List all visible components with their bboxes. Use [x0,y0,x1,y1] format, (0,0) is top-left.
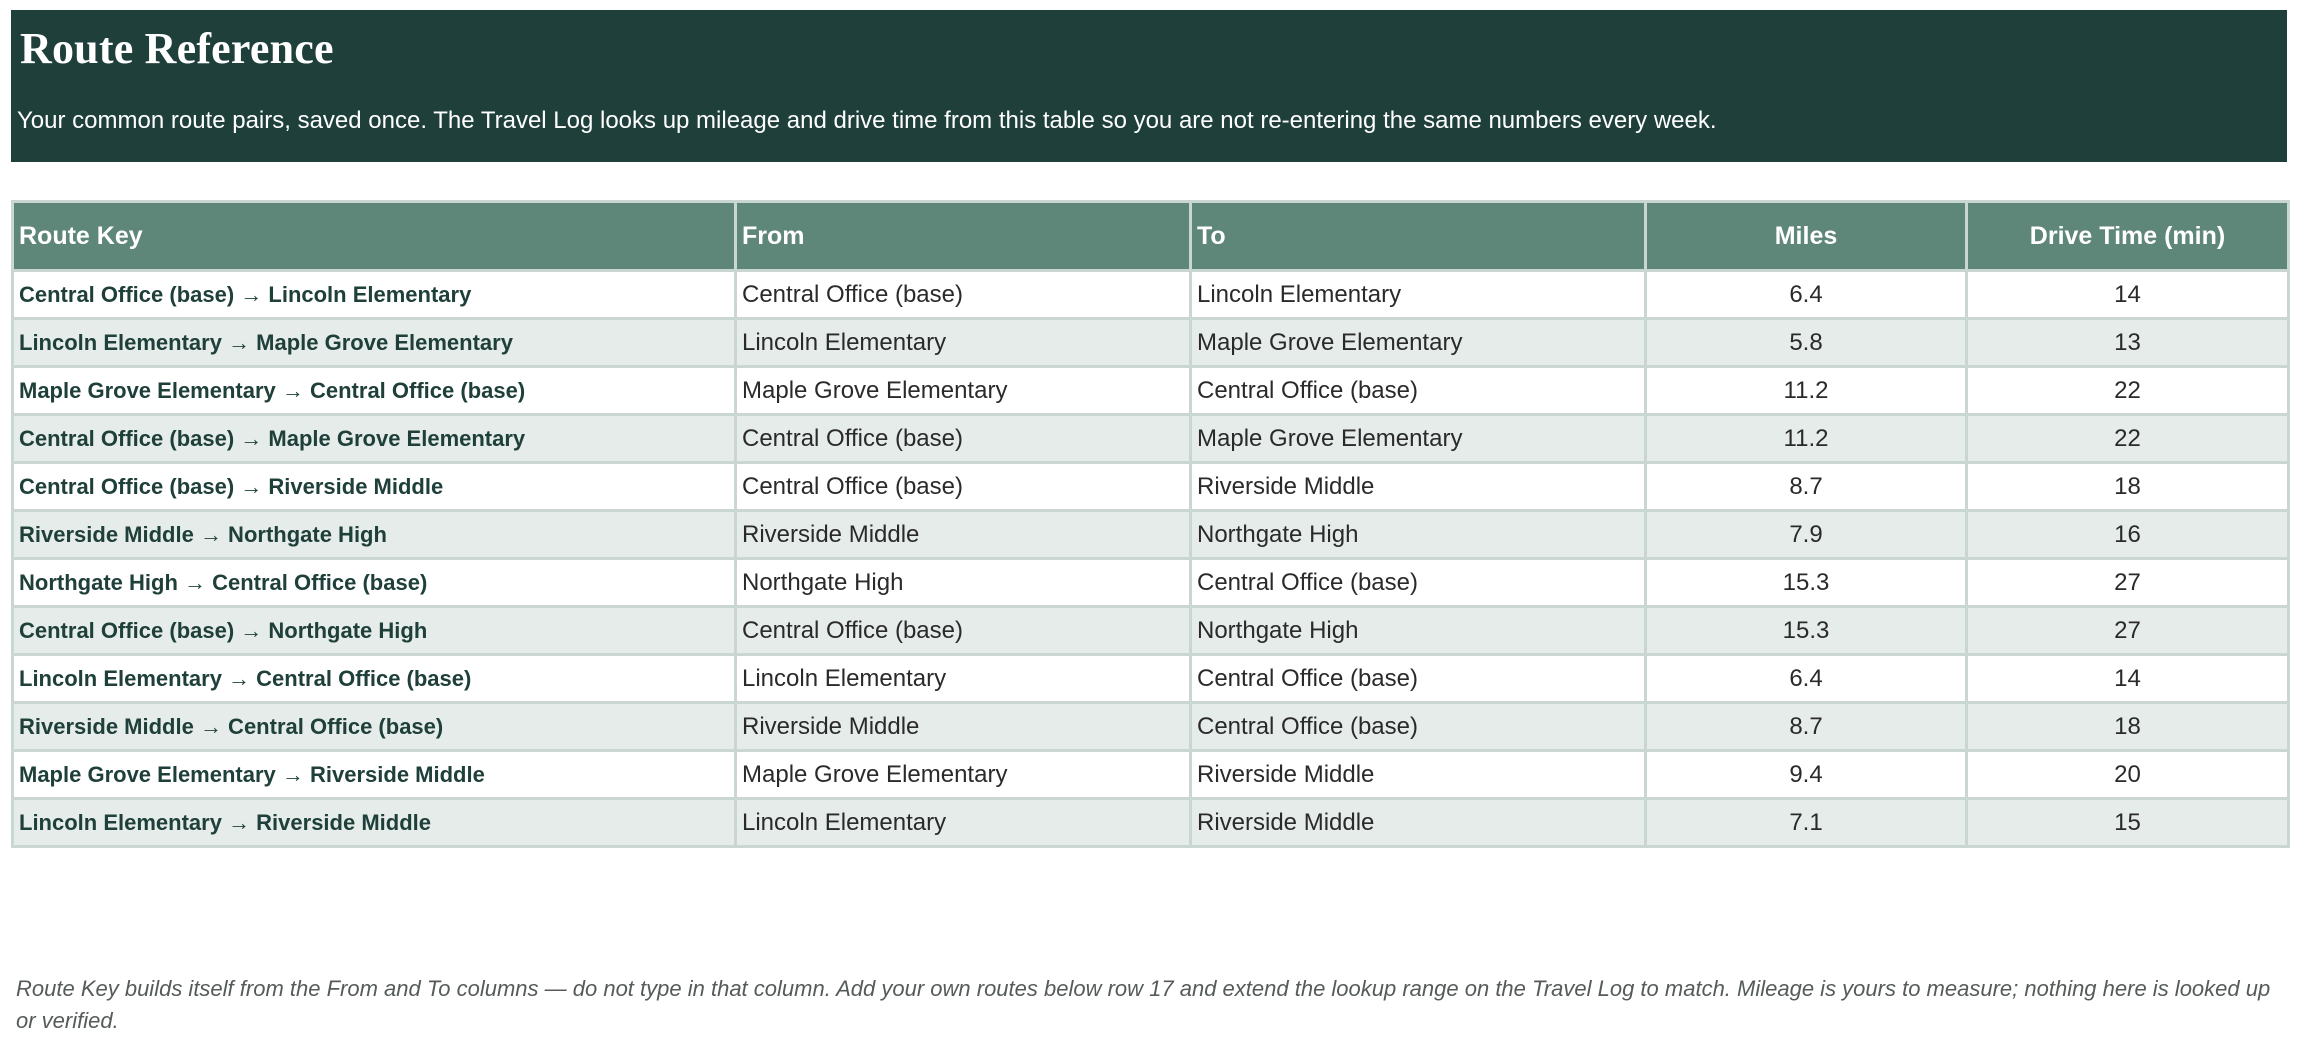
cell-miles[interactable]: 7.1 [1646,799,1967,847]
route-table [11,200,2290,848]
cell-to[interactable]: Riverside Middle [1191,799,1646,847]
cell-route-key[interactable]: Lincoln Elementary → Central Office (base) [13,655,736,703]
cell-from[interactable]: Central Office (base) [736,415,1191,463]
cell-drive-time[interactable]: 16 [1967,511,2289,559]
cell-drive-time[interactable]: 22 [1967,367,2289,415]
cell-from[interactable]: Lincoln Elementary [736,799,1191,847]
table-row [13,799,2289,847]
cell-to[interactable]: Central Office (base) [1191,367,1646,415]
cell-miles[interactable]: 9.4 [1646,751,1967,799]
page-subtitle: Your common route pairs, saved once. The Travel Log looks up mileage and drive time from this table so you are not re-entering the same numbers every week. [17,106,1717,134]
cell-miles[interactable]: 8.7 [1646,463,1967,511]
table-row [13,415,2289,463]
cell-route-key[interactable]: Maple Grove Elementary → Riverside Middle [13,751,736,799]
cell-miles[interactable]: 11.2 [1646,367,1967,415]
table-row [13,655,2289,703]
cell-drive-time[interactable]: 14 [1967,271,2289,319]
cell-miles[interactable]: 15.3 [1646,559,1967,607]
cell-route-key[interactable]: Riverside Middle → Central Office (base) [13,703,736,751]
route-table-body [13,271,2289,847]
cell-from[interactable]: Lincoln Elementary [736,319,1191,367]
cell-miles[interactable]: 7.9 [1646,511,1967,559]
cell-from[interactable]: Central Office (base) [736,271,1191,319]
cell-from[interactable]: Riverside Middle [736,703,1191,751]
table-row [13,607,2289,655]
cell-miles[interactable]: 15.3 [1646,607,1967,655]
cell-route-key[interactable]: Central Office (base) → Maple Grove Elementary [13,415,736,463]
cell-miles[interactable]: 6.4 [1646,271,1967,319]
cell-route-key[interactable]: Riverside Middle → Northgate High [13,511,736,559]
cell-drive-time[interactable]: 27 [1967,607,2289,655]
cell-from[interactable]: Central Office (base) [736,607,1191,655]
cell-to[interactable]: Central Office (base) [1191,703,1646,751]
cell-drive-time[interactable]: 18 [1967,463,2289,511]
route-table-container [11,200,2287,848]
page-title: Route Reference [20,24,334,73]
cell-from[interactable]: Maple Grove Elementary [736,367,1191,415]
table-row [13,703,2289,751]
cell-from[interactable]: Northgate High [736,559,1191,607]
cell-to[interactable]: Riverside Middle [1191,463,1646,511]
column-header-drive-time[interactable]: Drive Time (min) [1967,202,2289,271]
cell-route-key[interactable]: Central Office (base) → Northgate High [13,607,736,655]
cell-drive-time[interactable]: 15 [1967,799,2289,847]
column-header-miles[interactable]: Miles [1646,202,1967,271]
cell-from[interactable]: Maple Grove Elementary [736,751,1191,799]
title-banner [11,10,2287,162]
cell-miles[interactable]: 6.4 [1646,655,1967,703]
cell-miles[interactable]: 5.8 [1646,319,1967,367]
column-header-from[interactable]: From [736,202,1191,271]
cell-from[interactable]: Central Office (base) [736,463,1191,511]
cell-route-key[interactable]: Lincoln Elementary → Riverside Middle [13,799,736,847]
cell-from[interactable]: Riverside Middle [736,511,1191,559]
column-header-to[interactable]: To [1191,202,1646,271]
column-header-route-key[interactable]: Route Key [13,202,736,271]
cell-to[interactable]: Maple Grove Elementary [1191,415,1646,463]
cell-route-key[interactable]: Northgate High → Central Office (base) [13,559,736,607]
cell-drive-time[interactable]: 22 [1967,415,2289,463]
cell-to[interactable]: Northgate High [1191,607,1646,655]
cell-route-key[interactable]: Maple Grove Elementary → Central Office (base) [13,367,736,415]
table-row [13,559,2289,607]
cell-miles[interactable]: 8.7 [1646,703,1967,751]
cell-to[interactable]: Lincoln Elementary [1191,271,1646,319]
cell-drive-time[interactable]: 13 [1967,319,2289,367]
cell-from[interactable]: Lincoln Elementary [736,655,1191,703]
cell-miles[interactable]: 11.2 [1646,415,1967,463]
table-row [13,271,2289,319]
table-row [13,367,2289,415]
cell-route-key[interactable]: Lincoln Elementary → Maple Grove Elementary [13,319,736,367]
table-row [13,751,2289,799]
cell-route-key[interactable]: Central Office (base) → Lincoln Elementary [13,271,736,319]
cell-to[interactable]: Central Office (base) [1191,559,1646,607]
table-row [13,319,2289,367]
cell-drive-time[interactable]: 27 [1967,559,2289,607]
cell-to[interactable]: Central Office (base) [1191,655,1646,703]
cell-to[interactable]: Northgate High [1191,511,1646,559]
cell-to[interactable]: Maple Grove Elementary [1191,319,1646,367]
table-header-row [13,202,2289,271]
cell-drive-time[interactable]: 18 [1967,703,2289,751]
cell-drive-time[interactable]: 20 [1967,751,2289,799]
table-row [13,463,2289,511]
cell-route-key[interactable]: Central Office (base) → Riverside Middle [13,463,736,511]
table-row [13,511,2289,559]
footnote: Route Key builds itself from the From and To columns — do not type in that column. Add your own routes below row 17 and extend the lookup range on the Travel Log to match. Mileage is yours to measure; nothing here is looked up or verified. [16,976,2271,1033]
cell-to[interactable]: Riverside Middle [1191,751,1646,799]
cell-drive-time[interactable]: 14 [1967,655,2289,703]
